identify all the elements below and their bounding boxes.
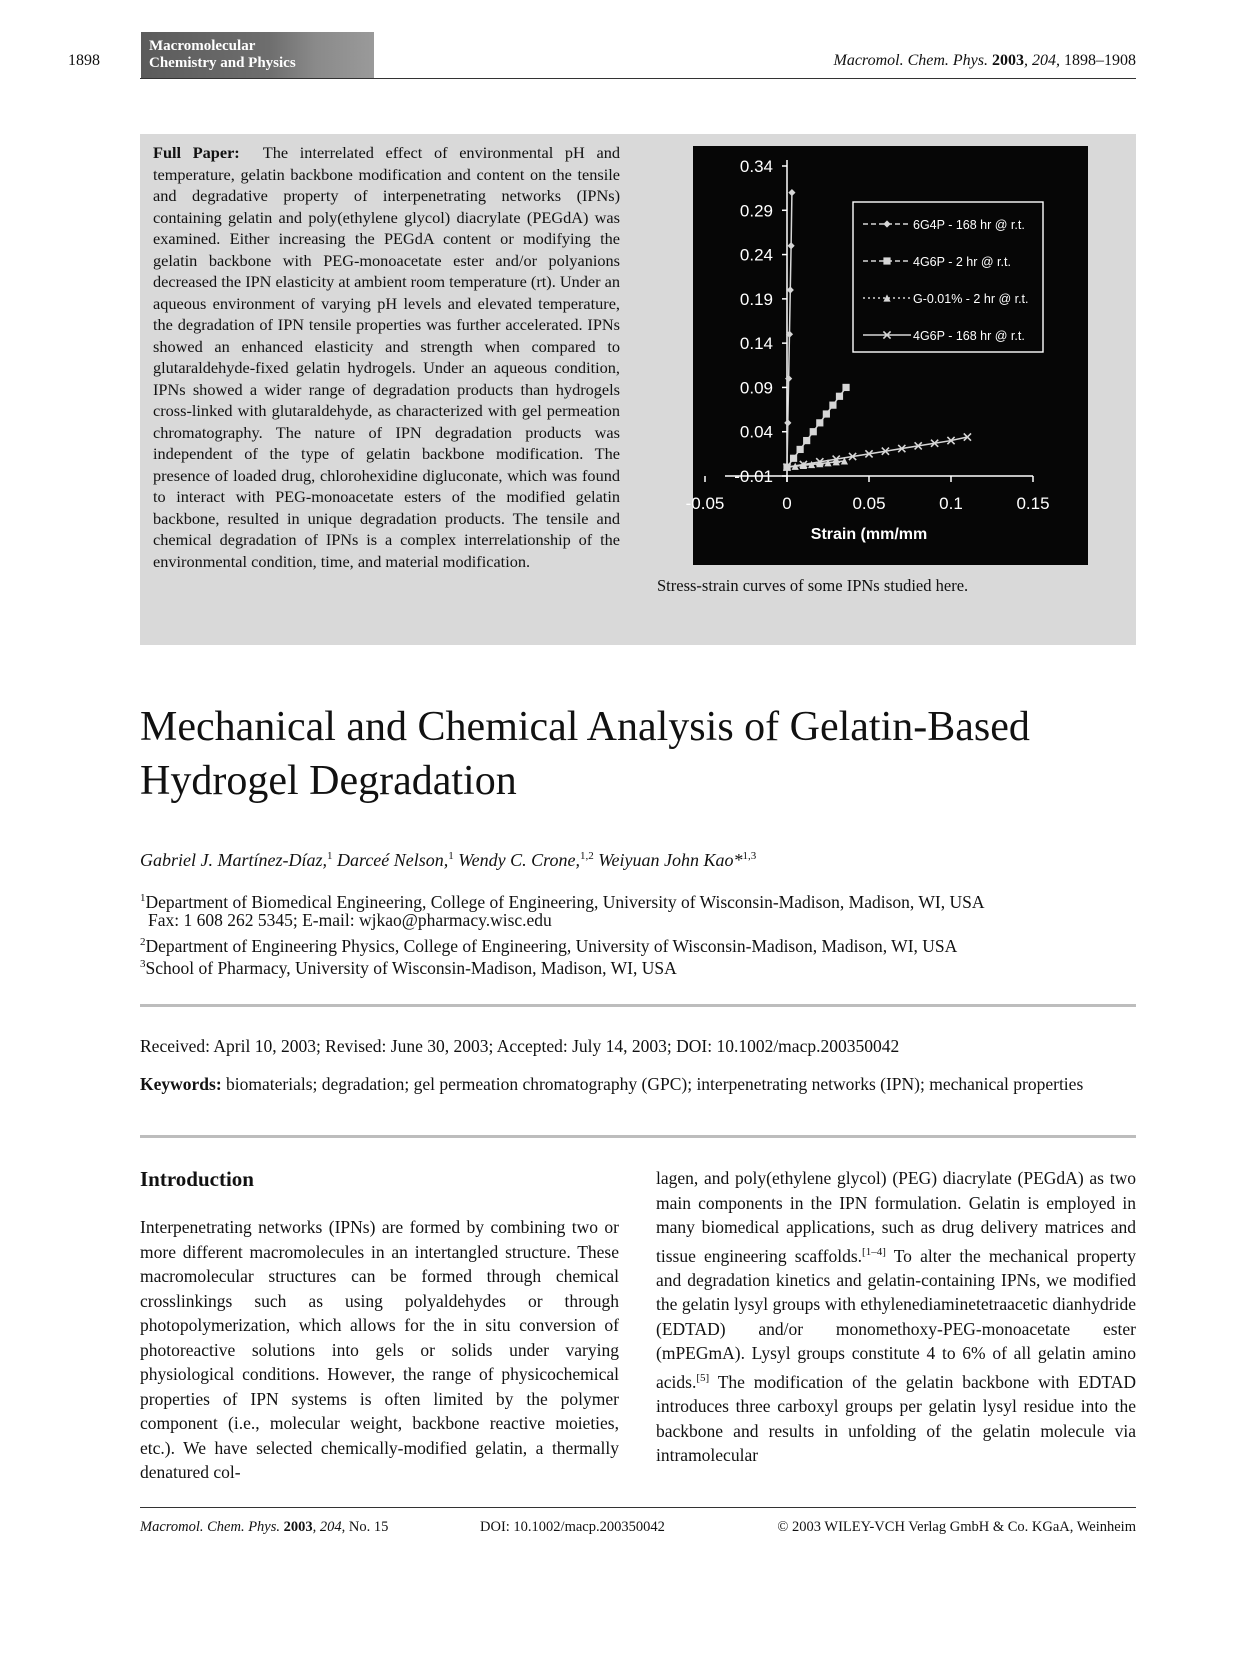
header-journal: Macromol. Chem. Phys.	[833, 52, 988, 69]
divider	[140, 1004, 1136, 1007]
x-tick-label: 0.15	[1016, 494, 1050, 513]
data-point-diamond	[787, 286, 794, 293]
author-affiliation-ref: 1	[448, 850, 454, 862]
data-point-square	[803, 437, 810, 444]
y-tick-label: -0.01	[734, 467, 773, 486]
body-text: The modification of the gelatin backbone with EDTAD introduces three carboxyl groups per gelatin lysyl residue into the backbone and results in unfolding of the gelatin molecule via intramolecular	[656, 1371, 1136, 1466]
author-name: Weiyuan John Kao*	[598, 850, 743, 870]
abstract	[153, 142, 620, 572]
author-affiliation-ref: 1,2	[579, 850, 594, 862]
footer-issue: , No. 15	[341, 1519, 389, 1535]
header-volume: 204	[1032, 52, 1056, 69]
keywords	[140, 1073, 1136, 1096]
abstract-label: Full Paper:	[153, 143, 240, 162]
author-affiliation-ref: 1,3	[742, 850, 757, 862]
journal-logo-line1: Macromolecular	[149, 38, 256, 54]
section-heading-introduction: Introduction	[140, 1167, 254, 1191]
footer-rule	[140, 1507, 1136, 1508]
footer-journal: Macromol. Chem. Phys.	[140, 1519, 281, 1535]
footer-copyright: © 2003 WILEY-VCH Verlag GmbH & Co. KGaA, Weinheim	[777, 1519, 1136, 1535]
footer-year: 2003	[283, 1519, 313, 1535]
keywords-label: Keywords:	[140, 1074, 222, 1094]
abstract-body: The interrelated effect of environmental pH and temperature, gelatin backbone modification and content on the tensile and degradative property of interpenetrating networks (IPNs) containing gelatin and poly(ethylene glycol) diacrylate (PEGdA) was examined. Either increasing the PEGdA content or modifying the gelatin backbone with PEG-monoacetate ester and/or polyanions decreased the IPN elasticity at ambient room temperature (rt). Under an aqueous environment of varying pH levels and elevated temperature, the degradation of IPN tensile properties was further accelerated. IPNs showed an enhanced elasticity and strength when compared to glutaraldehyde-fixed gelatin hydrogels. Under an aqueous condition, IPNs showed a wider range of degradation products than hydrogels cross-linked with glutaraldehyde, as characterized with gel permeation chromatography. The nature of IPN degradation products was independent of the type of gelatin backbone modification. The presence of loaded drug, chlorohexidine digluconate, which was found to interact with PEG-monoacetate esters of the modified gelatin backbone, resulted in unique degradation products. The tensile and chemical degradation of IPNs is a complex interrelationship of the environmental condition, time, and material modification.	[153, 143, 620, 571]
affiliation-text: School of Pharmacy, University of Wisconsin-Madison, Madison, WI, USA	[145, 957, 677, 978]
x-axis-label: Strain (mm/mm	[810, 526, 928, 543]
body-text: lagen, and poly(ethylene glycol) (PEG) diacrylate (PEGdA) as two main components in the IPN formulation. Gelatin is employed in many biomedical applications, such as drug delivery matrices and tissue engineering scaffolds.	[656, 1168, 1136, 1266]
legend-entry: 4G6P - 2 hr @ r.t.	[913, 255, 1011, 269]
data-point-square	[842, 384, 849, 391]
citation-ref: [5]	[696, 1371, 710, 1384]
data-point-square	[836, 393, 843, 400]
page-number: 1898	[68, 52, 100, 69]
data-point-diamond	[788, 242, 795, 249]
affiliation-text: Department of Biomedical Engineering, College of Engineering, University of Wisconsin-Madison, Madison, WI, USA	[145, 891, 985, 912]
body-text: To alter the mechanical property and degradation kinetics and gelatin-containing IPNs, we modified the gelatin lysyl groups with ethylenediaminetetraacetic dianhydride (EDTAD) and/or monomethoxy-PEG-monoacetate ester (mPEGmA). Lysyl groups constitute 4 to 6% of all gelatin amino acids.	[656, 1245, 1136, 1392]
affiliation-text: Department of Engineering Physics, College of Engineering, University of Wisconsin-Madison, Madison, WI, USA	[145, 935, 958, 956]
y-tick-label: 0.29	[739, 201, 773, 221]
author-list	[140, 850, 756, 871]
y-tick-label: 0.34	[739, 157, 773, 176]
footer-doi: DOI: 10.1002/macp.200350042	[480, 1519, 665, 1535]
body-column-right	[656, 1166, 1136, 1468]
y-tick-label: 0.04	[739, 422, 773, 442]
divider	[140, 1135, 1136, 1138]
article-title: Mechanical and Chemical Analysis of Gelatin-Based Hydrogel Degradation	[140, 704, 1030, 804]
series-1	[783, 384, 849, 471]
x-tick-label: 0	[782, 494, 792, 513]
body-column-left: Interpenetrating networks (IPNs) are formed by combining two or more different macromolecules in an intertangled structure. These macromolecular structures can be formed through chemical crosslinkings such as using polyaldehydes or through photopolymerization, which allows for the in situ conversion of photoreactive solutions into gels or solids under varying physiological conditions. However, the range of physicochemical properties of IPN systems is often limited by the polymer component (i.e., molecular weight, backbone reactive moieties, etc.). We have selected chemically-modified gelatin, a thermally denatured col-	[140, 1217, 619, 1482]
data-point-square	[790, 455, 797, 462]
y-tick-label: 0.19	[739, 289, 773, 309]
affiliation-3	[140, 953, 677, 979]
x-tick-label: 0.05	[852, 494, 886, 513]
keywords-list: biomaterials; degradation; gel permeation chromatography (GPC); interpenetrating networks (IPN); mechanical properties	[226, 1074, 1084, 1094]
footer-volume: 204	[319, 1519, 342, 1535]
received-dates: Received: April 10, 2003; Revised: June 30, 2003; Accepted: July 14, 2003; DOI: 10.1002/macp.200350042	[140, 1036, 900, 1056]
x-tick-label: 0.1	[939, 494, 963, 513]
author-name: Darceé Nelson,	[336, 850, 449, 870]
series-line	[787, 437, 967, 467]
series-0	[783, 189, 795, 471]
data-point-square	[823, 410, 830, 417]
chart-svg	[685, 146, 1088, 565]
legend-entry: 4G6P - 168 hr @ r.t.	[913, 329, 1025, 343]
author-name: Wendy C. Crone,	[458, 850, 580, 870]
data-point-diamond	[785, 375, 792, 382]
y-tick-label: 0.24	[739, 245, 773, 265]
header-pages: 1898–1908	[1064, 52, 1136, 69]
legend-entry: 6G4P - 168 hr @ r.t.	[913, 218, 1025, 232]
journal-logo	[141, 32, 374, 78]
legend-entry: G-0.01% - 2 hr @ r.t.	[913, 292, 1029, 306]
y-tick-label: 0.09	[739, 378, 773, 398]
author-affiliation-ref: 1	[326, 850, 333, 862]
data-point-diamond	[784, 419, 791, 426]
header-citation: Macromol. Chem. Phys. 2003, 204, 1898–1908	[833, 52, 1136, 69]
header-rule	[140, 78, 1136, 79]
data-point-square	[816, 419, 823, 426]
data-point-square	[810, 428, 817, 435]
y-tick-label: 0.14	[739, 334, 773, 354]
data-point-diamond	[788, 189, 795, 196]
affiliation-sup: 3	[140, 958, 146, 970]
data-point-square	[797, 446, 804, 453]
header-year: 2003	[992, 52, 1024, 69]
figure-caption: Stress-strain curves of some IPNs studied here.	[657, 576, 969, 595]
data-point-square	[883, 257, 890, 264]
stress-strain-chart	[685, 146, 1088, 565]
x-tick-label: -0.05	[685, 494, 725, 513]
footer-citation: Macromol. Chem. Phys. 2003, 204, No. 15	[140, 1519, 389, 1535]
journal-logo-line2: Chemistry and Physics	[149, 55, 296, 71]
citation-ref: [1–4]	[862, 1245, 886, 1258]
affiliation-sup: 1	[140, 892, 146, 904]
affiliation-fax	[148, 909, 552, 931]
author-name: Gabriel J. Martínez-Díaz,	[140, 850, 327, 870]
contact-text: Fax: 1 608 262 5345; E-mail: wjkao@pharmacy.wisc.edu	[148, 910, 552, 930]
data-point-square	[829, 402, 836, 409]
affiliation-sup: 2	[140, 936, 146, 948]
